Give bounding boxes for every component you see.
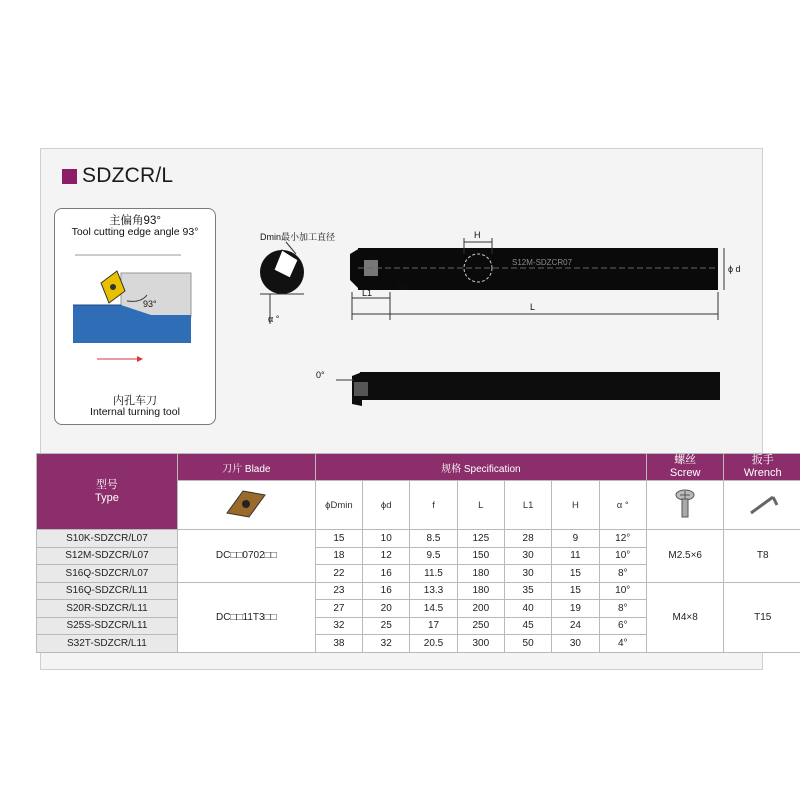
header-type-en: Type xyxy=(95,491,119,504)
cell-h: 19 xyxy=(552,600,599,618)
header-blade: 刀片 Blade xyxy=(177,454,315,481)
cell-f: 20.5 xyxy=(410,635,457,653)
cell-l: 150 xyxy=(457,547,504,565)
header-screw-cn: 螺丝 xyxy=(674,454,697,466)
sub-col-alpha: α ° xyxy=(599,481,646,530)
row-type: S12M-SDZCR/L07 xyxy=(37,547,178,565)
cell-dmin: 18 xyxy=(315,547,362,565)
sub-col-d: ϕd xyxy=(363,481,410,530)
cell-h: 24 xyxy=(552,617,599,635)
header-screw xyxy=(646,454,723,481)
blade-group-2: DC□□11T3□□ xyxy=(177,582,315,652)
row-type: S25S-SDZCR/L11 xyxy=(37,617,178,635)
cell-alpha: 8° xyxy=(599,600,646,618)
blade-insert-icon xyxy=(223,487,269,521)
cell-d: 32 xyxy=(363,635,410,653)
tool-shank xyxy=(358,248,718,290)
sub-col-l: L xyxy=(457,481,504,530)
callout-angle-label: 93° xyxy=(143,299,157,309)
cell-alpha: 8° xyxy=(599,565,646,583)
tool-dimension-drawing xyxy=(230,220,750,420)
sub-col-l1: L1 xyxy=(504,481,551,530)
cell-h: 15 xyxy=(552,582,599,600)
cell-l: 180 xyxy=(457,565,504,583)
cell-alpha: 12° xyxy=(599,530,646,548)
row-type: S20R-SDZCR/L11 xyxy=(37,600,178,618)
cell-dmin: 38 xyxy=(315,635,362,653)
sub-col-f: f xyxy=(410,481,457,530)
cell-f: 14.5 xyxy=(410,600,457,618)
cell-d: 10 xyxy=(363,530,410,548)
cell-l: 250 xyxy=(457,617,504,635)
angle-93-label: 93° xyxy=(398,282,412,292)
table-row xyxy=(37,582,800,600)
cutting-angle-callout xyxy=(54,208,216,425)
cell-h: 11 xyxy=(552,547,599,565)
cell-d: 16 xyxy=(363,565,410,583)
row-type: S10K-SDZCR/L07 xyxy=(37,530,178,548)
row-type: S32T-SDZCR/L11 xyxy=(37,635,178,653)
cell-l1: 50 xyxy=(504,635,551,653)
screw-group-2: M4×8 xyxy=(646,582,723,652)
wrench-image-cell xyxy=(724,481,800,530)
blade-image-cell xyxy=(177,481,315,530)
blade-group-1: DC□□0702□□ xyxy=(177,530,315,583)
cell-f: 8.5 xyxy=(410,530,457,548)
header-type xyxy=(37,454,178,530)
wrench-group-1: T8 xyxy=(724,530,800,583)
cell-d: 20 xyxy=(363,600,410,618)
cell-f: 11.5 xyxy=(410,565,457,583)
product-title xyxy=(62,164,173,188)
cell-alpha: 10° xyxy=(599,582,646,600)
sub-col-h: H xyxy=(552,481,599,530)
cell-l: 125 xyxy=(457,530,504,548)
screw-icon xyxy=(670,487,700,521)
cell-dmin: 22 xyxy=(315,565,362,583)
l-dim-label: L xyxy=(530,302,536,312)
cell-l1: 35 xyxy=(504,582,551,600)
screw-image-cell xyxy=(646,481,723,530)
title-marker-square xyxy=(62,169,77,184)
dmin-label: Dmin最小加工直径 xyxy=(260,232,336,242)
boring-illustration xyxy=(61,243,209,389)
cell-f: 9.5 xyxy=(410,547,457,565)
wrench-icon xyxy=(743,487,783,521)
callout-bottom-en: Internal turning tool xyxy=(90,406,180,418)
callout-bottom-cn: 内孔车刀 xyxy=(113,395,157,407)
cell-l1: 30 xyxy=(504,565,551,583)
cell-alpha: 10° xyxy=(599,547,646,565)
cell-l: 180 xyxy=(457,582,504,600)
cell-l1: 45 xyxy=(504,617,551,635)
bar-marking: S12M-SDZCR07 xyxy=(512,258,573,267)
callout-title-en: Tool cutting edge angle 93° xyxy=(71,226,199,238)
cell-h: 15 xyxy=(552,565,599,583)
cell-l: 300 xyxy=(457,635,504,653)
callout-title-cn: 主偏角93° xyxy=(109,215,161,227)
cell-l1: 30 xyxy=(504,547,551,565)
cell-f: 17 xyxy=(410,617,457,635)
sub-col-dmin: ϕDmin xyxy=(315,481,362,530)
cell-l1: 28 xyxy=(504,530,551,548)
alpha-label: α ° xyxy=(268,314,280,324)
cell-dmin: 32 xyxy=(315,617,362,635)
cell-alpha: 6° xyxy=(599,617,646,635)
cell-f: 13.3 xyxy=(410,582,457,600)
tool-shank-top-view xyxy=(360,372,720,400)
cell-l1: 40 xyxy=(504,600,551,618)
page-title: SDZCR/L xyxy=(82,164,174,187)
wrench-group-2: T15 xyxy=(724,582,800,652)
cell-dmin: 27 xyxy=(315,600,362,618)
specification-table xyxy=(36,453,800,653)
cell-l: 200 xyxy=(457,600,504,618)
l1-dim-label: L1 xyxy=(362,288,373,298)
cell-dmin: 15 xyxy=(315,530,362,548)
cell-d: 12 xyxy=(363,547,410,565)
cell-h: 30 xyxy=(552,635,599,653)
header-spec: 规格 Specification xyxy=(315,454,646,481)
cell-alpha: 4° xyxy=(599,635,646,653)
d-dim-label: ϕ d xyxy=(728,264,741,274)
header-screw-en: Screw xyxy=(669,467,701,479)
screw-group-1: M2.5×6 xyxy=(646,530,723,583)
row-type: S16Q-SDZCR/L11 xyxy=(37,582,178,600)
h-dim-label: H xyxy=(474,230,481,240)
cell-d: 25 xyxy=(363,617,410,635)
header-wrench xyxy=(724,454,800,481)
zero-angle-label: 0° xyxy=(316,370,325,380)
cell-h: 9 xyxy=(552,530,599,548)
row-type: S16Q-SDZCR/L07 xyxy=(37,565,178,583)
cell-dmin: 23 xyxy=(315,582,362,600)
header-wrench-cn: 扳手 xyxy=(751,454,774,466)
table-row xyxy=(37,530,800,548)
header-type-cn: 型号 xyxy=(95,478,118,491)
header-wrench-en: Wrench xyxy=(743,467,782,479)
cell-d: 16 xyxy=(363,582,410,600)
